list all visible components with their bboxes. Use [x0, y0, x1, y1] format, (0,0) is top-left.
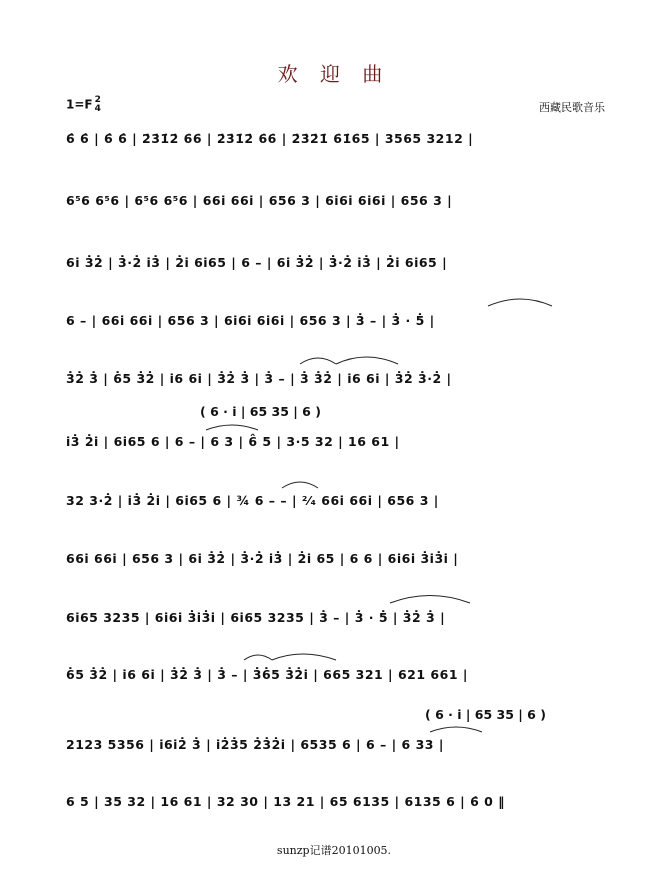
slur-1 [488, 299, 552, 306]
footer-note: sunzp记谱20101005. [276, 844, 392, 857]
slur-5 [282, 482, 318, 488]
score-line-6: i3̇ 2̇i | 6i65 6 | 6 – | 6 3 | 6̂ 5 | 3·5 32 | 16 61 | [66, 434, 400, 449]
score-line-7: 32 3·2̇ | i3̇ 2̇i | 6i65 6 | ¾ 6 – – | ²⁄₄ 66i 66i | 656 3 | [66, 493, 439, 508]
time-top: 2 [94, 95, 101, 105]
time-signature [95, 96, 101, 114]
source-label: 西藏民歌音乐 [539, 101, 605, 114]
key-label: 1=F [66, 97, 93, 112]
score-line-3: 6i 3̇2̇ | 3̇·2̇ i3̇ | 2̇i 6i65 | 6 – | 6i 3̇2̇ | 3̇·2̇ i3̇ | 2̇i 6i65 | [66, 255, 448, 270]
score-line-12: 6 5 | 35 32 | 16 61 | 32 30 | 13 21 | 65 6135 | 6135 6 | 6̂ 0 ‖ [66, 794, 505, 809]
annotation-2: ( 6 · i | 65 35 | 6 ) [425, 707, 546, 722]
slur-6 [390, 596, 470, 604]
slur-8 [272, 654, 336, 660]
score-line-9: 6i65 3235 | 6i6i 3̇i3̇i | 6i65 3235 | 3̇ – | 3̇ · 5̇ | 3̇2̇ 3̇ | [66, 610, 446, 625]
score-line-11: 2123 5356 | i6i2̇ 3̇ | i2̇3̇5 2̇3̇2̇i | 6535 6 | 6 – | 6 33 | [66, 737, 444, 752]
slur-3 [336, 357, 398, 364]
time-bottom: 4 [94, 104, 101, 114]
annotation-1: ( 6 · i | 65 35 | 6 ) [200, 404, 321, 419]
score-line-4: 6 – | 66i 66i | 656 3 | 6i6i 6i6i | 656 3 | 3̇ – | 3̇ · 5̇ | [66, 313, 435, 328]
score-line-8: 66i 66i | 656 3 | 6i 3̇2̇ | 3̇·2̇ i3̇ | 2̇i 65 | 6 6 | 6i6i 3̇i3̇i | [66, 551, 459, 566]
key-signature [66, 96, 101, 114]
slur-9 [430, 727, 482, 732]
slur-4 [206, 425, 258, 430]
score-line-10: 6̇5 3̇2̇ | i6 6i | 3̇2̇ 3̇ | 3̇ – | 3̇6̇5 3̇2̇i | 665 321 | 621 661 | [66, 667, 468, 682]
score-line-5: 3̇2̇ 3̇ | 6̇5 3̇2̇ | i6 6i | 3̇2̇ 3̇ | 3̇ – | 3̇ 3̇2̇ | i6 6i | 3̇2̇ 3̇·2̇ | [66, 371, 452, 386]
score-title: 欢 迎 曲 [277, 62, 391, 86]
slur-2 [300, 358, 336, 364]
score-line-2: 6⁵6 6⁵6 | 6⁵6 6⁵6 | 66i 66i | 656 3 | 6i6i 6i6i | 656 3 | [66, 193, 453, 208]
slur-7 [244, 655, 272, 660]
score-line-1: 6̂ 6̂ | 6̂ 6̂ | 2̇3̇1̇2̇ 6̇6̇ | 2̇3̇1̇2̇ 6̇6̇ | 2̇3̇2̇1̇ 6̇1̇6̇5 | 3565 3212 | [66, 131, 474, 146]
